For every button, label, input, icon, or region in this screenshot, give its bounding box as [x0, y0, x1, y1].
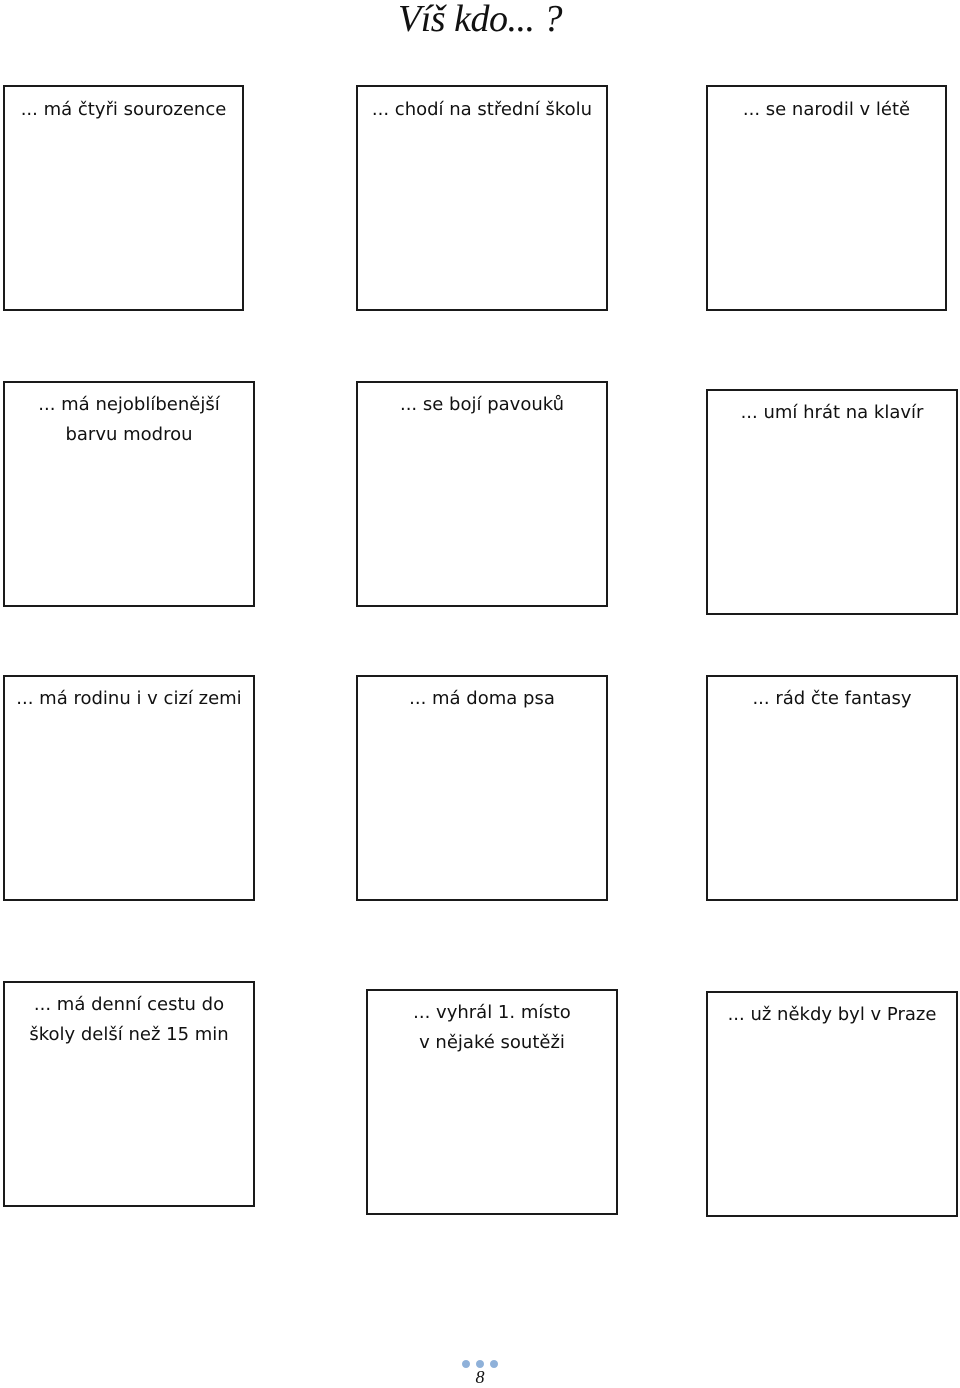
card-text-line: ... se bojí pavouků: [399, 394, 565, 415]
card-favorite-color: [3, 381, 255, 607]
card-text-line: ... má rodinu i v cizí zemi: [16, 688, 242, 709]
card-dog: [356, 675, 608, 901]
card-competition: [366, 989, 618, 1215]
page-number: 8: [475, 1367, 485, 1387]
card-text-line: ... se narodil v létě: [742, 99, 911, 120]
card-born-summer: [706, 85, 947, 311]
page-title: Víš kdo... ?: [398, 0, 562, 40]
card-text-line: ... má čtyři sourozence: [20, 99, 227, 120]
card-text-line: barvu modrou: [65, 424, 193, 445]
card-family-abroad: [3, 675, 255, 901]
card-text-line: ... má doma psa: [409, 688, 555, 709]
card-high-school: [356, 85, 608, 311]
card-text-line: v nějaké soutěži: [419, 1032, 565, 1053]
card-text-line: ... má denní cestu do: [33, 994, 225, 1015]
card-commute: [3, 981, 255, 1207]
card-text-line: ... chodí na střední školu: [371, 99, 593, 120]
card-text-line: ... rád čte fantasy: [752, 688, 912, 709]
card-fantasy: [706, 675, 958, 901]
card-text-line: ... vyhrál 1. místo: [413, 1002, 571, 1023]
card-siblings: [3, 85, 244, 311]
card-spiders: [356, 381, 608, 607]
card-text-line: ... má nejoblíbenější: [38, 394, 220, 415]
card-text-line: ... už někdy byl v Praze: [727, 1004, 937, 1025]
card-prague: [706, 991, 958, 1217]
card-text-line: ... umí hrát na klavír: [740, 402, 924, 423]
card-piano: [706, 389, 958, 615]
card-text-line: školy delší než 15 min: [29, 1024, 229, 1045]
